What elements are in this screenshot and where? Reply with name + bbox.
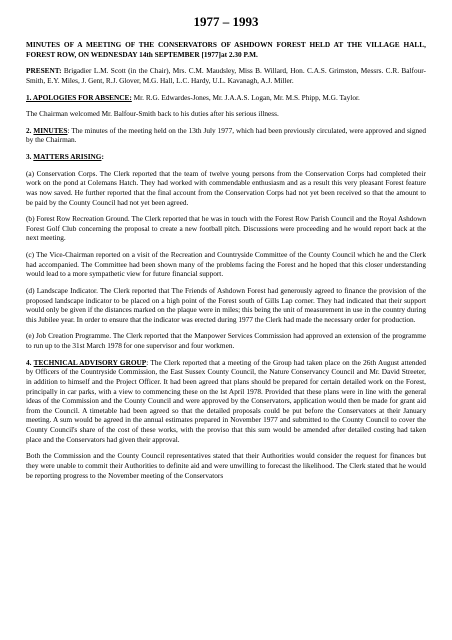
minutes-paragraph — [26, 126, 426, 145]
technical-number: 4. — [26, 357, 34, 367]
item-c: (c) The Vice-Chairman reported on a visit of the Recreation and Countryside Committee of the County Council which he and the Clerk had accompanied. The Committee had been shown many of the problems facing the Forest and he hoped that this closer understanding would lead to a more sympathetic view for future financial support. — [26, 250, 426, 279]
technical-text: : The Clerk reported that a meeting of the Group had taken place on the 26th August attended by Officers of the Countryside Commission, the East Sussex County Council, the Nature Conservancy Council and Mr. David Streeter, in addition to himself and the Project Officer. It had been agreed that plans should be prepared for certain detailed work on the Forest, principally in car parks, with a view to commencing these on the lst April 1978. Provided that these plans were in line with the general ideas of the Commission and the County Council and were approved by the Conservators, application would then be made for grant aid from the Council. A timetable had been agreed so that the detailed proposals could be put before the Conservators at their January meeting. A sum would be agreed in the annual estimates prepared in November 1977 and submitted to the County Council to cover the County Council's share of the cost of these works, with the proviso that this sum would be amended after detailed costing had taken place and the Conservators had given their approval. — [26, 357, 427, 444]
apologies-label: 1. APOLOGIES FOR ABSENCE: — [26, 92, 132, 102]
apologies-paragraph — [26, 93, 426, 103]
item-d: (d) Landscape Indicator. The Clerk reported that The Friends of Ashdown Forest had generously agreed to finance the provision of the proposed landscape indicator to be placed on a high point of the Forest south of Gills Lap corner. They had indicated that their support would only be given if the distances marked on the plaque were in miles; this being the unit of measurement in use in the country during this Jubilee year. In order to ensure that the indicator was erected during 1977 the Clerk had made the necessary order for production. — [26, 285, 426, 324]
page-title: 1977 – 1993 — [193, 14, 259, 29]
item-a: (a) Conservation Corps. The Clerk reported that the team of twelve young persons from the Conservation Corps had completed their work on the pond at Colemans Hatch. They had worked with commendable enthusiasm and as a result this very pleasant Forest feature was now saved. He further reported that the final account from the Conservation Corps had not yet been received so that the amount to be paid by the County Council had not yet been agreed. — [26, 168, 426, 207]
item-b: (b) Forest Row Recreation Ground. The Clerk reported that he was in touch with the Forest Row Parish Council and the Royal Ashdown Forest Golf Club concerning the proposal to create a new football pitch. Discussions were proceeding and he would report back at the next meeting. — [26, 214, 426, 243]
technical-paragraph — [26, 358, 426, 445]
item-e: (e) Job Creation Programme. The Clerk reported that the Manpower Services Commission had approved an extension of the programme to run up to the 31st March 1978 for one supervisor and four workmen. — [26, 331, 426, 350]
apologies-text: Mr. R.G. Edwardes-Jones, Mr. J.A.A.S. Logan, Mr. M.S. Phipp, M.G. Taylor. — [131, 92, 360, 102]
technical-label: TECHNICAL ADVISORY GROUP — [33, 357, 147, 367]
closing-paragraph: Both the Commission and the County Council representatives stated that their Authorities would consider the request for finances but they were unable to commit their Authorities to definite aid and were unwilling to forecast the likelihood. The Clerk stated that he would be reporting progress to the November meeting of the Conservators — [26, 451, 426, 480]
present-text: Brigadier L.M. Scott (in the Chair), Mrs. C.M. Maudsley, Miss B. Willard, Hon. C.A.S. Grimston, Messrs. C.R. Balfour-Smith, E.Y. Miles, J. Gent, R.J. Glover, M.G. Hall, L.C. Hardy, U.L. Kavanagh, A.J. Miller. — [26, 66, 426, 85]
matters-label: MATTERS ARISING — [33, 152, 102, 161]
meeting-title: MINUTES OF A MEETING OF THE CONSERVATORS OF ASHDOWN FOREST HELD AT THE VILLAGE HALL, FOREST ROW, ON WEDNESDAY 14th SEPTEMBER [1977]at 2.30 P.M. — [26, 40, 426, 59]
matters-colon: : — [101, 152, 104, 161]
welcome-paragraph: The Chairman welcomed Mr. Balfour-Smith back to his duties after his serious illness. — [26, 109, 279, 119]
minutes-label: MINUTES — [33, 125, 68, 135]
present-paragraph — [26, 66, 426, 85]
matters-number: 3. — [26, 152, 34, 161]
minutes-number: 2. — [26, 125, 34, 135]
minutes-text: : The minutes of the meeting held on the 13th July 1977, which had been previously circulated, were approved and signed by the Chairman. — [26, 125, 426, 145]
present-label: PRESENT: — [26, 66, 62, 76]
matters-arising-heading — [26, 152, 426, 162]
